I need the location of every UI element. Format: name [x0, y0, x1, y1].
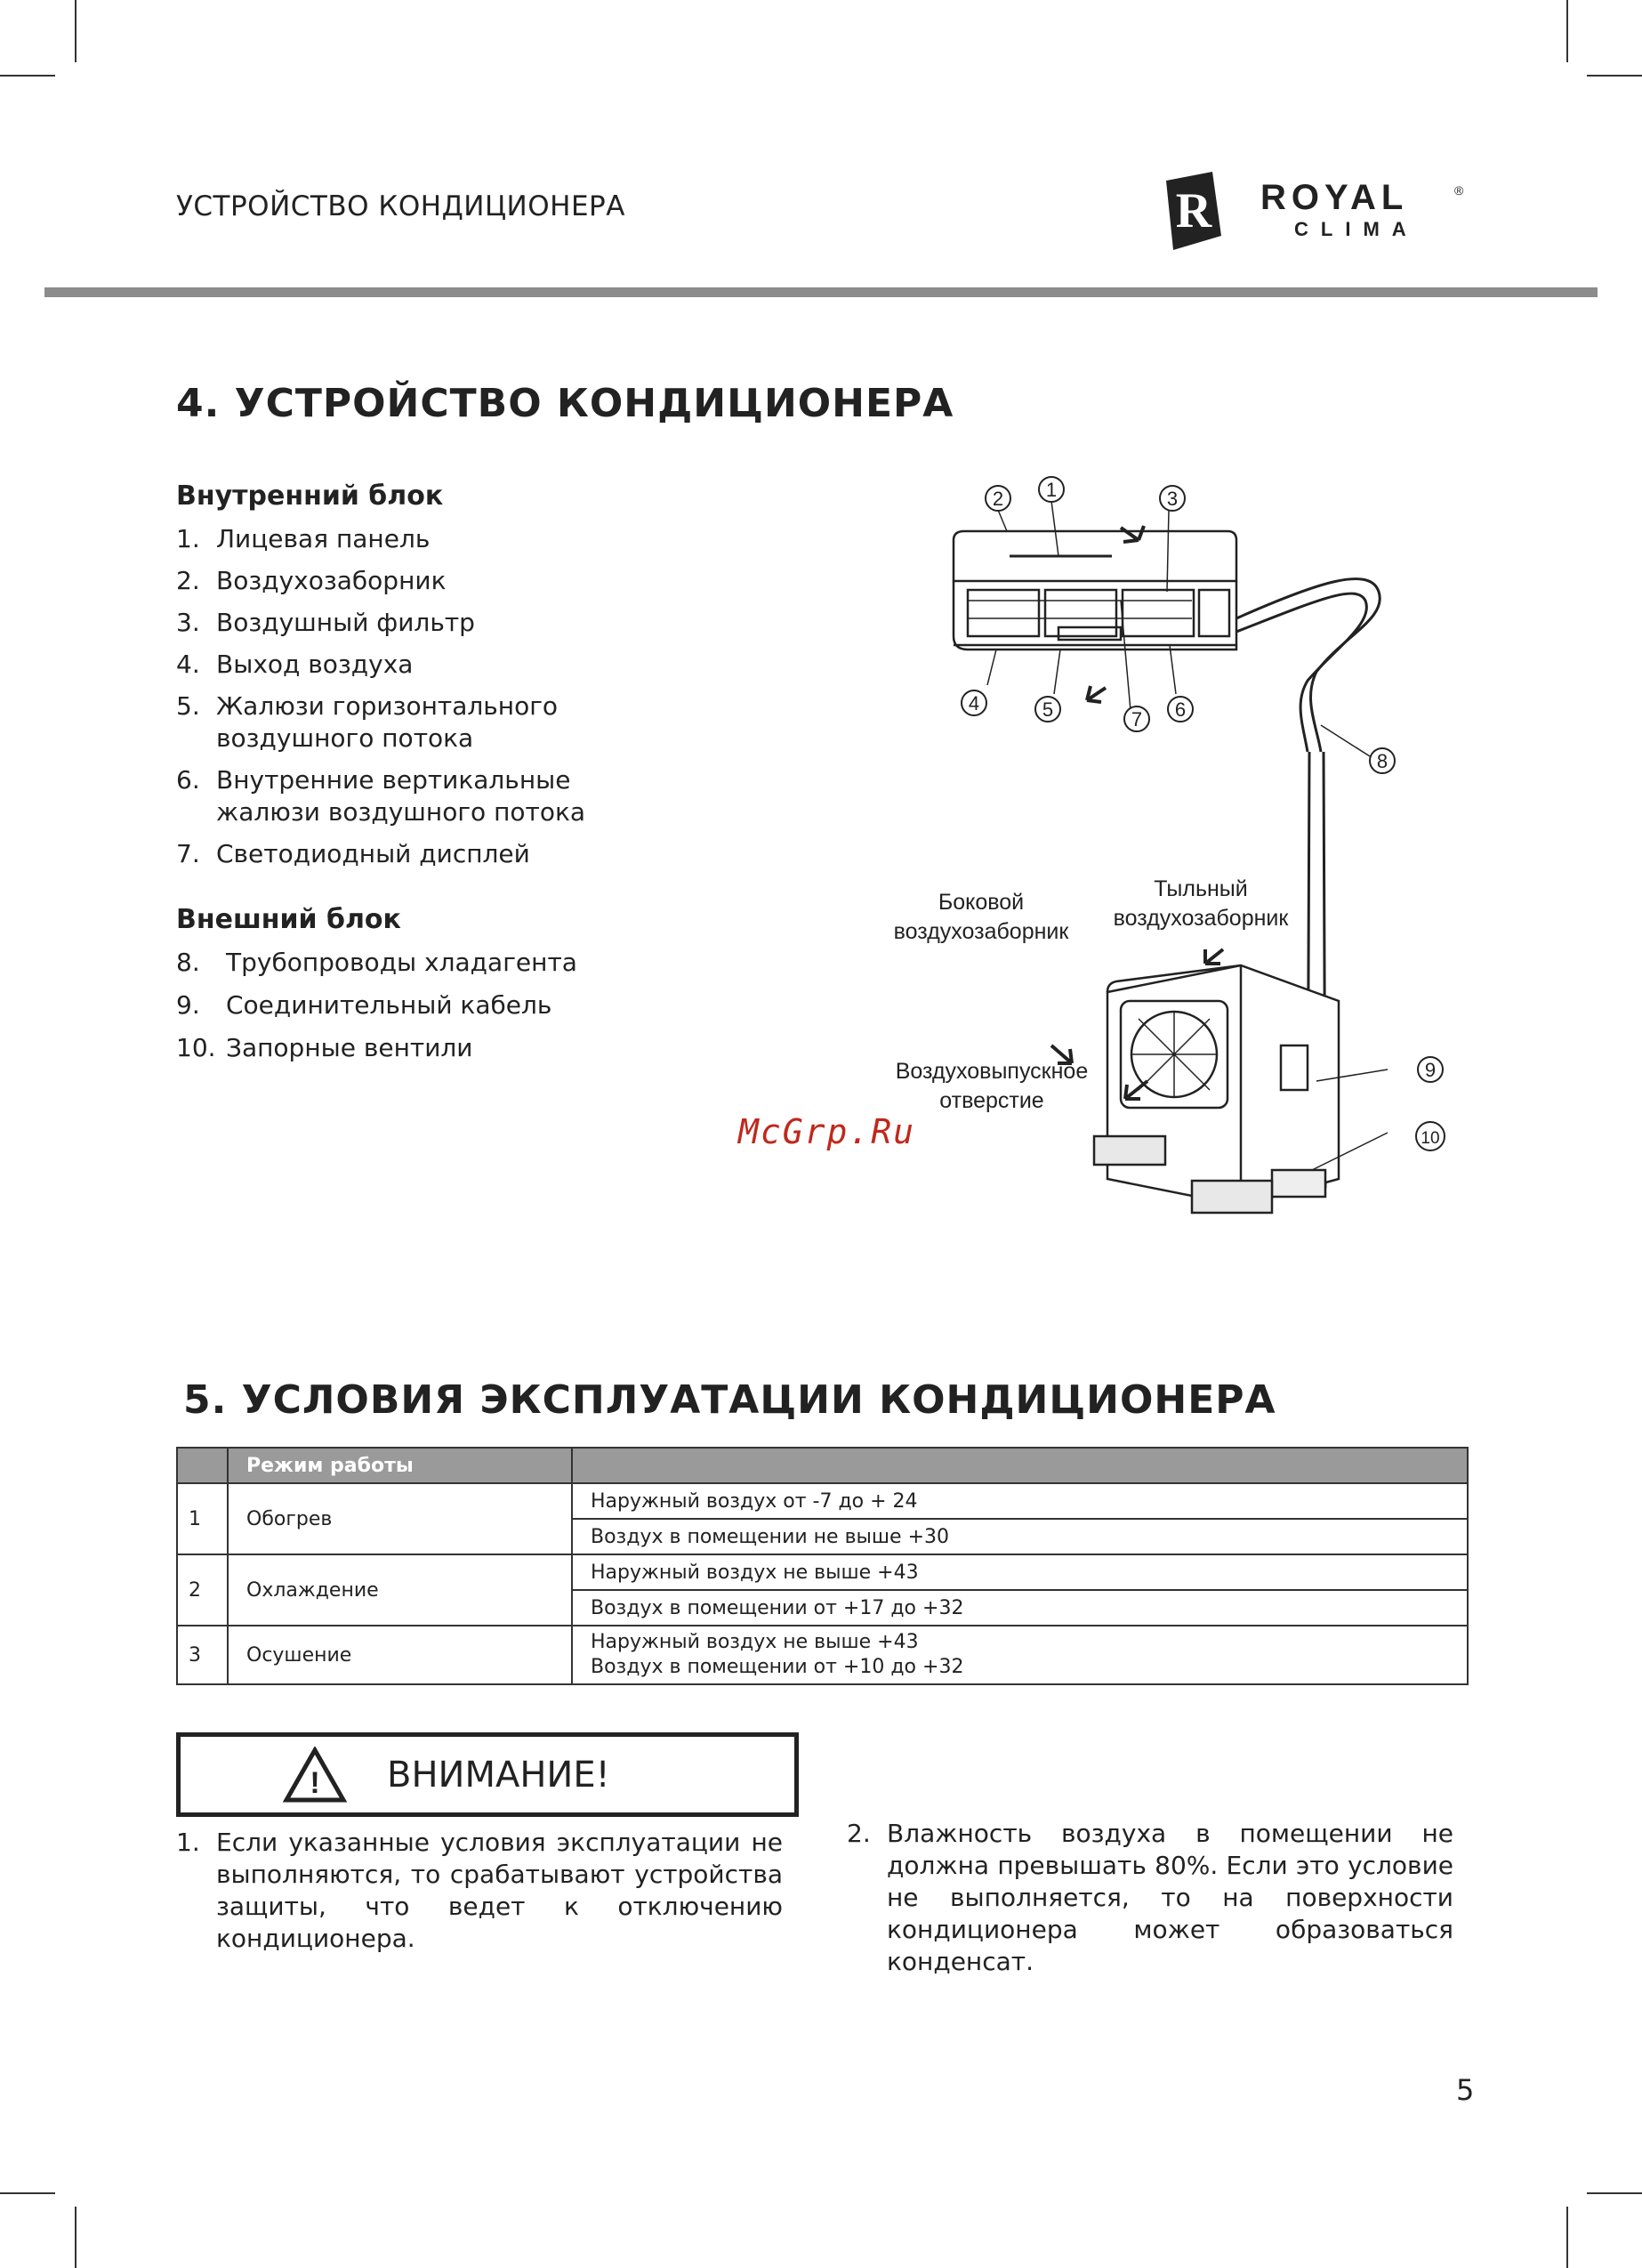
crop-mark: [75, 0, 76, 62]
list-item: 7. Светодиодный дисплей: [176, 839, 530, 868]
side-intake-label-1: Боковой: [938, 890, 1025, 915]
crop-mark: [1566, 2207, 1568, 2268]
list-item: 9. Соединительный кабель: [176, 990, 552, 1020]
callout-10: 10: [1421, 1129, 1440, 1148]
logo-clima: CLIMA: [1294, 218, 1419, 240]
outlet-label-1: Воздуховыпускное: [895, 1059, 1089, 1084]
logo-registered: ®: [1454, 183, 1464, 198]
logo-royal: ROYAL: [1260, 178, 1409, 217]
table-row: 1 Обогрев Наружный воздух от -7 до + 24: [177, 1483, 1468, 1519]
table-row: 3 Осушение Наружный воздух не выше +43 Воздух в помещении от +10 до +32: [177, 1626, 1468, 1684]
list-item: 5. Жалюзи горизонтального воздушного потока: [176, 691, 559, 753]
callout-4: 4: [968, 692, 980, 714]
table-row: 2 Охлаждение Наружный воздух не выше +43: [177, 1554, 1468, 1590]
rear-intake-label-1: Тыльный: [1154, 876, 1248, 901]
list-item: 2. Воздухозаборник: [176, 566, 447, 595]
logo-mark: R: [1175, 183, 1212, 238]
crop-mark: [0, 75, 55, 77]
callout-2: 2: [992, 488, 1004, 510]
indoor-unit-heading: Внутренний блок: [176, 480, 444, 512]
list-item: 6. Внутренние вертикальные жалюзи воздушного потока: [176, 765, 586, 827]
rear-intake-label-2: воздухозаборник: [1113, 906, 1289, 931]
list-item: 8. Трубопроводы хладагента: [176, 948, 577, 977]
running-header: УСТРОЙСТВО КОНДИЦИОНЕРА: [176, 190, 625, 222]
callout-1: 1: [1045, 479, 1058, 501]
outdoor-unit-heading: Внешний блок: [176, 904, 401, 935]
warning-note-1: 1. Если указанные условия эксплуатации не выполняются, то срабатывают устройства защиты, что ведет к отключению кондиционера.: [176, 1828, 783, 1953]
outdoor-parts-list: [176, 947, 710, 1064]
crop-mark: [0, 2192, 55, 2194]
list-item: 3. Воздушный фильтр: [176, 608, 475, 637]
list-item: 4. Выход воздуха: [176, 650, 414, 679]
svg-text:!: !: [310, 1766, 320, 1800]
indoor-parts-list: [176, 523, 710, 870]
table-header-row: [177, 1448, 1468, 1483]
indoor-unit: [954, 531, 1236, 650]
callout-7: 7: [1131, 708, 1143, 730]
page-number: 5: [1456, 2073, 1475, 2107]
crop-mark: [1587, 2192, 1642, 2194]
side-intake-label-2: воздухозаборник: [893, 919, 1069, 944]
mode-column-header: Режим работы: [228, 1448, 572, 1483]
outlet-label-2: отверстие: [939, 1088, 1044, 1113]
header-divider: [44, 287, 1598, 297]
watermark: McGrp.Ru: [738, 1112, 916, 1151]
table-row: Воздух в помещении от +17 до +32: [177, 1590, 1468, 1626]
crop-mark: [1566, 0, 1568, 62]
callout-9: 9: [1424, 1059, 1437, 1081]
warning-note-2: 2. Влажность воздуха в помещении не должна превышать 80%. Если это условие не выполняется, то на поверхности кондиционера может образоваться конденсат.: [847, 1819, 1453, 1976]
warning-triangle-icon: [283, 1747, 347, 1804]
crop-mark: [75, 2207, 76, 2268]
callout-8: 8: [1376, 750, 1388, 772]
conditions-column-header: [572, 1448, 1468, 1483]
air-conditioner-diagram: [854, 467, 1477, 1223]
table-row: Воздух в помещении не выше +30: [177, 1519, 1468, 1554]
list-item: 10. Запорные вентили: [176, 1033, 473, 1062]
crop-mark: [1587, 75, 1642, 77]
callout-6: 6: [1174, 698, 1187, 721]
section-5-title: 5. УСЛОВИЯ ЭКСПЛУАТАЦИИ КОНДИЦИОНЕРА: [183, 1377, 1276, 1423]
operating-conditions-table: [176, 1447, 1469, 1685]
warning-title: ВНИМАНИЕ!: [387, 1755, 610, 1796]
callout-3: 3: [1166, 488, 1179, 510]
royal-clima-logo: [1161, 172, 1468, 252]
callout-5: 5: [1042, 698, 1054, 721]
list-item: 1. Лицевая панель: [176, 524, 431, 553]
section-4-title: 4. УСТРОЙСТВО КОНДИЦИОНЕРА: [176, 381, 954, 426]
